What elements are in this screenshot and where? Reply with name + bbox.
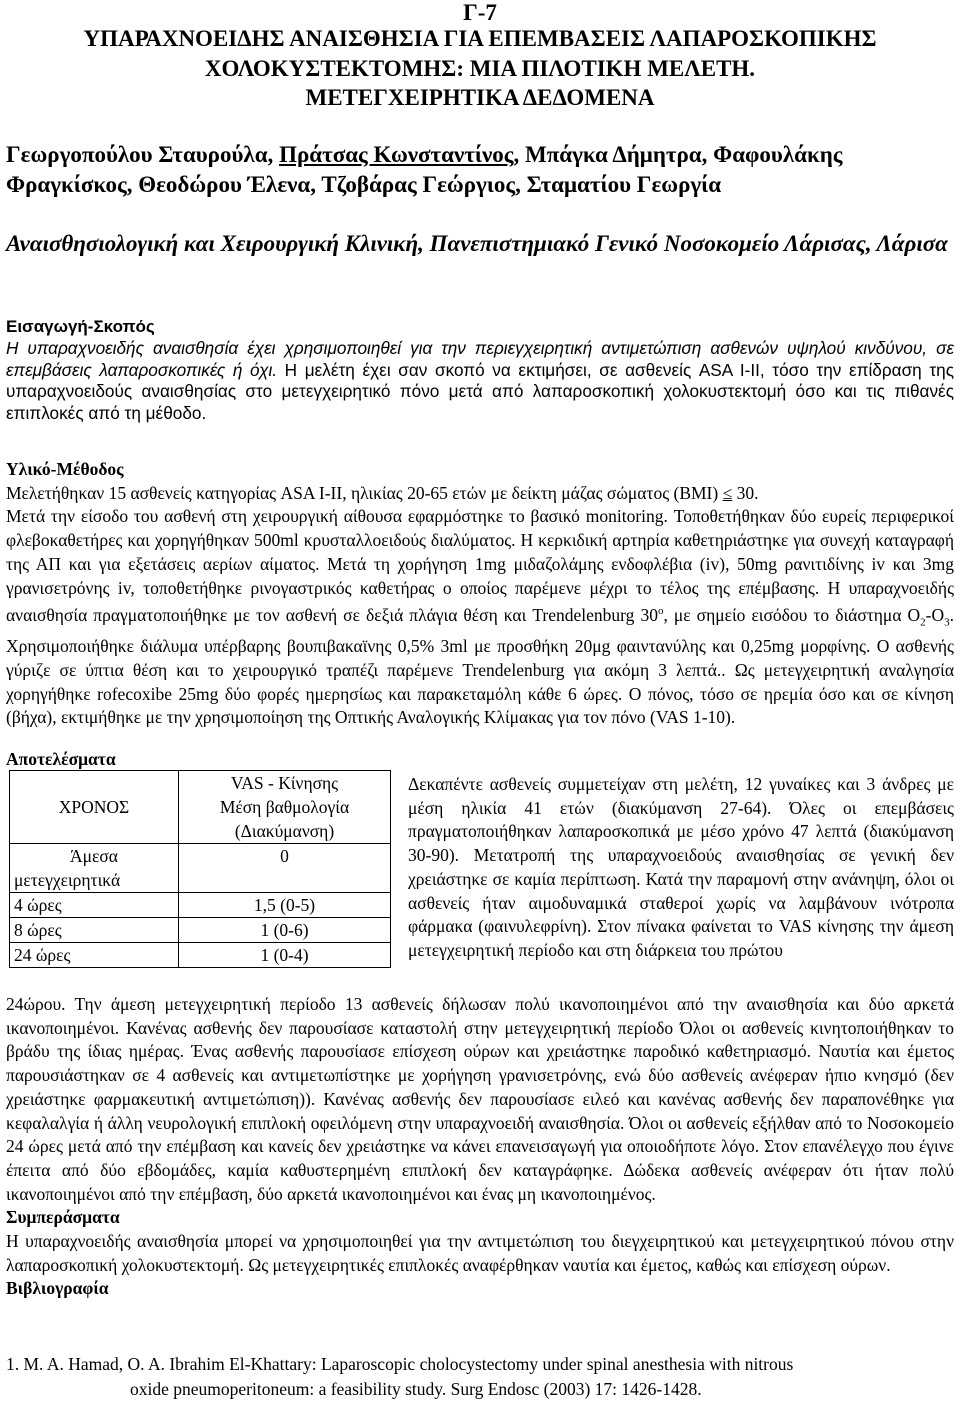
reference-item-continued: oxide pneumoperitoneum: a feasibility study. Surg Endosc (2003) 17: 1426-1428. xyxy=(130,1378,702,1399)
results-continued-text: 24ώρου. Την άμεση μετεγχειρητική περίοδο 13 ασθενείς δήλωσαν πολύ ικανοποιημένοι από την αναισθησία και δύο αρκετά ικανοποιημένοι. Κανένας ασθενής δεν παρουσίασε καταστολή στην μετεγχειρητική περίοδο Όλοι οι ασθενείς κινητοποιήθηκαν το βράδυ της ίδιας ημέρας. Ένας ασθενής παρουσίασε επίσχεση ούρων και χρειάστηκε παροδικό καθετηριασμό. Ναυτία και έμετος παρουσιάστηκαν σε 4 ασθενείς και αντιμετωπίστηκε με χορήγηση γρανισετρόνης, ενώ δύο ασθενείς ανέφεραν ήπιο κνησμό (δεν χρειάστηκε φαρμακευτική αντιμετώπιση)). Κανένας ασθενής δεν παρουσίασε ειλεό και κανένας ασθενής δεν παραπονέθηκε για κεφαλαλγία ή άλλη νευρολογική επιπλοκή οφειλόμενη στην υπαραχνοειδή αναισθησία. Όλοι οι ασθενείς εξήλθαν από το Νοσοκομείο 24 ώρες μετά από την επέμβαση και κανείς δεν χρειάστηκε να κάνει επανεισαγωγή για οποιοδήποτε λόγο. Στον επανέλεγχο που έγινε έπειτα από δύο εβδομάδες, καμία καθυστερημένη επιπλοκή δεν καταγράφηκε. Δώδεκα ασθενείς ανέφεραν ότι ήταν πολύ ικανοποιημένοι από την επέμβαση, δύο αρκετά ικανοποιημένοι και ένας μη ικανοποιημένος. xyxy=(6,994,954,1204)
presenting-author: Πράτσας Κωνσταντίνος xyxy=(279,142,514,167)
methods-text: Μελετήθηκαν 15 ασθενείς κατηγορίας ASA I-II, ηλικίας 20-65 ετών με δείκτη μάζας σώματος (BMI) xyxy=(6,482,723,503)
subscript: 3 xyxy=(944,616,950,629)
table-row xyxy=(10,893,391,918)
methods-heading: Υλικό-Μέθοδος xyxy=(6,459,124,479)
time-line: μετεγχειρητικά xyxy=(14,870,121,890)
subscript: 2 xyxy=(920,616,926,629)
reference-list xyxy=(6,1352,954,1401)
col-header-vas xyxy=(179,771,391,844)
title-line: ΧΟΛΟΚΥΣΤΕΚΤΟΜΗΣ: ΜΙΑ ΠΙΛΟΤΙΚΗ ΜΕΛΕΤΗ. xyxy=(204,55,756,81)
methods-paragraph-2 xyxy=(6,505,954,730)
affiliation: Αναισθησιολογική και Χειρουργική Κλινική, Πανεπιστημιακό Γενικό Νοσοκομείο Λάρισας, Λάρισα xyxy=(6,231,948,256)
results-and-conclusions xyxy=(6,993,954,1301)
title-line: ΜΕΤΕΓΧΕΙΡΗΤΙΚΑ ΔΕΔΟΜΕΝΑ xyxy=(305,85,655,110)
methods-section xyxy=(6,458,954,730)
time-cell: 24 ώρες xyxy=(10,943,179,968)
header-line: Μέση βαθμολογία xyxy=(219,797,350,817)
methods-text: Μετά την είσοδο του ασθενή στη χειρουργική αίθουσα εφαρμόστηκε το βασικό monitoring. Τοποθετήθηκαν δύο ευρείς περιφερικοί φλεβοκαθετήρες και χορηγήθηκαν 500ml κρυσταλλοειδούς διαλύματος. Η κερκιδική αρτηρία καθετηριάστηκε για συνεχή καταγραφή της ΑΠ και για εξετάσεις αερίων αίματος. Μετά τη χορήγηση 1mg μιδαζολάμης ενδοφλέβια (iv), 50mg ρανιτιδίνης iv και 3mg γρανισετρόνης iv, τοποθετήθηκε ρινογαστρικός καθετήρας ο οποίος παρέμενε μέχρι το τέλος της επέμβασης. Η υπαραχνοειδής αναισθησία πραγματοποιήθηκε με τον ασθενή σε δεξιά πλάγια θέση και Trendelenburg 30 xyxy=(6,506,954,626)
references-heading: Βιβλιογραφία xyxy=(6,1278,109,1299)
authors-after: , Μπάγκα Δήμητρα, Φαφουλάκης Φραγκίσκος, Θεοδώρου Έλενα, Τζοβάρας Γεώργιος, Σταματίου Γεωργία xyxy=(6,142,843,197)
results-side-text: Δεκαπέντε ασθενείς συμμετείχαν στη μελέτη, 12 γυναίκες και 3 άνδρες με μέση ηλικία 41 ετών (διακύμανση 27-64). Όλες οι επεμβάσεις πραγματοποιήθηκαν λαπαροσκοπικά με μέσο χρόνο 47 λεπτά (διακύμανση 30-90). Μετατροπή της υπαραχνοειδούς αναισθησίας σε γενική δεν χρειάστηκε σε καμία περίπτωση. Κατά την παραμονή στην ανάνηψη, όλοι οι ασθενείς ήταν αιμοδυναμικά σταθεροί χωρίς να λαμβάνουν ινότροπα φάρμακα (φαινυλεφρίνη). Στον πίνακα φαίνεται το VAS κίνησης την άμεση μετεγχειρητική περίοδο και στη διάρκεια του πρώτου xyxy=(408,774,954,960)
leq-symbol: ≤ xyxy=(722,482,733,503)
table-header-row xyxy=(10,771,391,844)
methods-paragraph-1 xyxy=(6,482,954,506)
intro-italic-text: Η υπαραχνοειδής αναισθησία έχει χρησιμοποιηθεί για την περιεγχειρητική αντιμετώπιση ασθενών υψηλού κινδύνου, σε επεμβάσεις λαπαροσκοπικές ή όχι. xyxy=(6,338,954,380)
table-row xyxy=(10,918,391,943)
methods-text: -Ο xyxy=(925,605,945,626)
value-cell: 1 (0-6) xyxy=(179,918,391,943)
time-cell xyxy=(10,844,179,893)
vas-table xyxy=(9,770,391,968)
methods-text: , με σημείο εισόδου το διάστημα Ο xyxy=(663,605,921,626)
intro-paragraph xyxy=(6,338,954,425)
value-cell: 1,5 (0-5) xyxy=(179,893,391,918)
methods-text: . Χρησιμοποιήθηκε διάλυμα υπέρβαρης βουπιβακαϊνης 0,5% 3ml με προσθήκη 20μg φαιντανύλης και 0,25mg μορφίνης. Ο ασθενής γύριζε σε ύπτια θέση και το χειρουργικό τραπέζι παρέμενε Trendelenburg για ακόμη 3 λεπτά.. Ως μετεγχειρητική αναλγησία χορηγήθηκε rofecoxibe 25mg δύο φορές ημερησίως και παρακεταμόλη κάθε 6 ώρες. Ο πόνος, τόσο σε ηρεμία όσο και σε κίνηση (βήχα), εκτιμήθηκε με την χρησιμοποίηση της Οπτικής Αναλογικής Κλίμακας για τον πόνο (VAS 1-10). xyxy=(6,605,954,728)
time-line: Άμεσα xyxy=(70,846,118,866)
methods-text: 30. xyxy=(732,482,759,503)
header-line: VAS - Κίνησης xyxy=(230,773,339,793)
intro-heading: Εισαγωγή-Σκοπός xyxy=(6,317,155,336)
value-cell: 0 xyxy=(179,844,391,893)
value-cell: 1 (0-4) xyxy=(179,943,391,968)
table-row xyxy=(10,943,391,968)
reference-item: 1. M. A. Hamad, O. A. Ibrahim El-Khattary: Laparoscopic cholocystectomy under spinal anesthesia with nitrous xyxy=(6,1354,794,1374)
abstract-title xyxy=(0,24,960,113)
abstract-code: Γ-7 xyxy=(463,0,497,25)
author-list xyxy=(6,140,954,200)
conclusions-text: Η υπαραχνοειδής αναισθησία μπορεί να χρησιμοποιηθεί για την αντιμετώπιση του διεγχειρητικού και μετεγχειρητικού πόνου στην λαπαροσκοπική χολοκυστεκτομή. Ως μετεγχειρητικές επιπλοκές αναφέρθηκαν ναυτία και έμετος, καθώς και επίσχεση ούρων. xyxy=(6,1231,954,1275)
intro-section xyxy=(6,316,954,425)
title-line: ΥΠΑΡΑΧΝΟΕΙΔΗΣ ΑΝΑΙΣΘΗΣΙΑ ΓΙΑ ΕΠΕΜΒΑΣΕΙΣ ΛΑΠΑΡΟΣΚΟΠΙΚΗΣ xyxy=(83,26,877,51)
time-cell: 8 ώρες xyxy=(10,918,179,943)
intro-text: Η μελέτη έχει σαν σκοπό να εκτιμήσει, σε ασθενείς ASA I-II, τόσο την επίδραση της υπαραχνοειδούς αναισθησίας στο μετεγχειρητικό πόνο μετά από λαπαροσκοπική χολοκυστεκτομή όσο και τις πιθανές επιπλοκές από τη μέθοδο. xyxy=(6,359,954,424)
col-header-time: ΧΡΟΝΟΣ xyxy=(10,771,179,844)
conclusions-heading: Συμπεράσματα xyxy=(6,1207,120,1228)
degree-superscript: ο xyxy=(657,605,664,618)
header-line: (Διακύμανση) xyxy=(234,821,335,841)
table-row xyxy=(10,844,391,893)
results-heading: Αποτελέσματα xyxy=(6,749,116,769)
time-cell: 4 ώρες xyxy=(10,893,179,918)
authors-before: Γεωργοπούλου Σταυρούλα, xyxy=(6,142,280,167)
